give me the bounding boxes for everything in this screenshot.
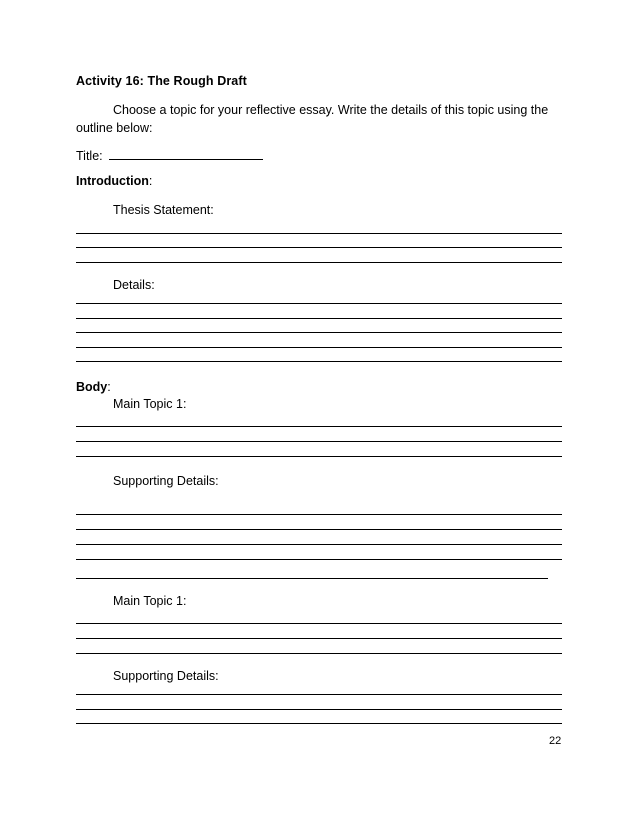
main-topic-2-line-3[interactable] [76, 653, 562, 654]
main-topic-1-line-3[interactable] [76, 456, 562, 457]
thesis-line-1[interactable] [76, 233, 562, 234]
details-line-2[interactable] [76, 318, 562, 319]
main-topic-1-label: Main Topic 1: [113, 397, 187, 411]
page-number: 22 [549, 735, 562, 747]
supporting-details-1-line-2[interactable] [76, 529, 562, 530]
supporting-details-2-line-3[interactable] [76, 723, 562, 724]
supporting-details-1-line-1[interactable] [76, 514, 562, 515]
activity-title: Activity 16: The Rough Draft [76, 74, 247, 88]
introduction-heading [76, 174, 152, 188]
thesis-line-3[interactable] [76, 262, 562, 263]
supporting-details-1-label: Supporting Details: [113, 474, 219, 488]
thesis-line-2[interactable] [76, 247, 562, 248]
instructions-line-2: outline below: [76, 121, 153, 135]
supporting-details-2-line-2[interactable] [76, 709, 562, 710]
supporting-details-2-label: Supporting Details: [113, 669, 219, 683]
main-topic-2-line-1[interactable] [76, 623, 562, 624]
body-heading-text: Body [76, 380, 108, 394]
details-line-4[interactable] [76, 347, 562, 348]
body-colon: : [107, 380, 111, 394]
details-line-5[interactable] [76, 361, 562, 362]
main-topic-1-line-2[interactable] [76, 441, 562, 442]
details-label: Details: [113, 278, 155, 292]
instructions-line-1: Choose a topic for your reflective essay. Write the details of this topic using the [113, 103, 549, 117]
body-heading [76, 380, 111, 394]
main-topic-1-line-1[interactable] [76, 426, 562, 427]
supporting-details-1-line-5[interactable] [76, 578, 548, 579]
main-topic-2-line-2[interactable] [76, 638, 562, 639]
title-blank[interactable] [109, 148, 263, 160]
supporting-details-1-line-3[interactable] [76, 544, 562, 545]
details-line-1[interactable] [76, 303, 562, 304]
introduction-heading-text: Introduction [76, 174, 149, 188]
supporting-details-2-line-1[interactable] [76, 694, 562, 695]
supporting-details-1-line-4[interactable] [76, 559, 562, 560]
details-line-3[interactable] [76, 332, 562, 333]
introduction-colon: : [148, 174, 153, 188]
main-topic-2-label: Main Topic 1: [113, 594, 187, 608]
title-label: Title: [76, 149, 107, 163]
title-field[interactable] [76, 148, 263, 163]
thesis-statement-label: Thesis Statement: [113, 203, 214, 217]
